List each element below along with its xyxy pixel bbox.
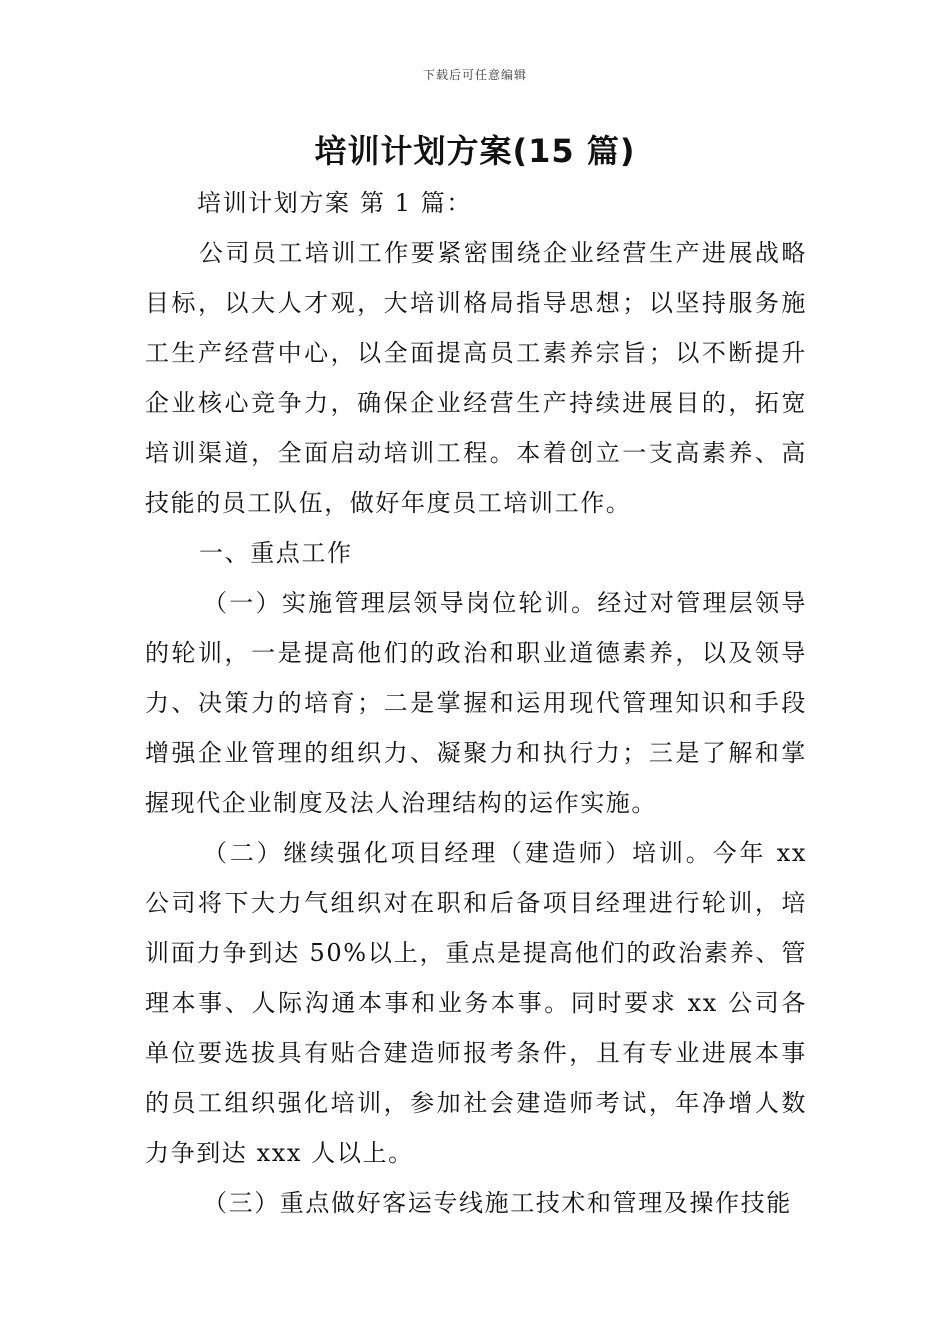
document-title: 培训计划方案(15 篇) [314, 132, 636, 170]
section-subtitle: 培训计划方案 第 1 篇： [197, 189, 472, 217]
paragraph-item-3: （三）重点做好客运专线施工技术和管理及操作技能 [203, 1189, 792, 1217]
paragraph-intro: 公司员工培训工作要紧密围绕企业经营生产进展战略目标，以大人才观，大培训格局指导思想；以坚持服务施工生产经营中心，以全面提高员工素养宗旨；以不断提升企业核心竞争力，确保企业经营生产持续进展目的，拓宽培训渠道，全面启动培训工程。本着创立一支高素养、高技能的员工队伍，做好年度员工培训工作。 [145, 239, 807, 517]
paragraph-item-2: （二）继续强化项目经理（建造师）培训。今年 xx 公司将下大力气组织对在职和后备项目经理进行轮训，培训面力争到达 50%以上，重点是提高他们的政治素养、管理本事、人际沟通本事和业务本事。同时要求 xx 公司各单位要选拔具有贴合建造师报考条件，且有专业进展本事的员工组织强化培训，参加社会建造师考试，年净增人数力争到达 xxx 人以上。 [145, 839, 807, 1167]
paragraph-item-1: （一）实施管理层领导岗位轮训。经过对管理层领导的轮训，一是提高他们的政治和职业道德素养，以及领导力、决策力的培育；二是掌握和运用现代管理知识和手段增强企业管理的组织力、凝聚力和执行力；三是了解和掌握现代企业制度及法人治理结构的运作实施。 [145, 589, 807, 817]
heading-key-work: 一、重点工作 [199, 539, 353, 567]
header-note: 下载后可任意编辑 [422, 68, 527, 82]
document-body [145, 178, 807, 1228]
